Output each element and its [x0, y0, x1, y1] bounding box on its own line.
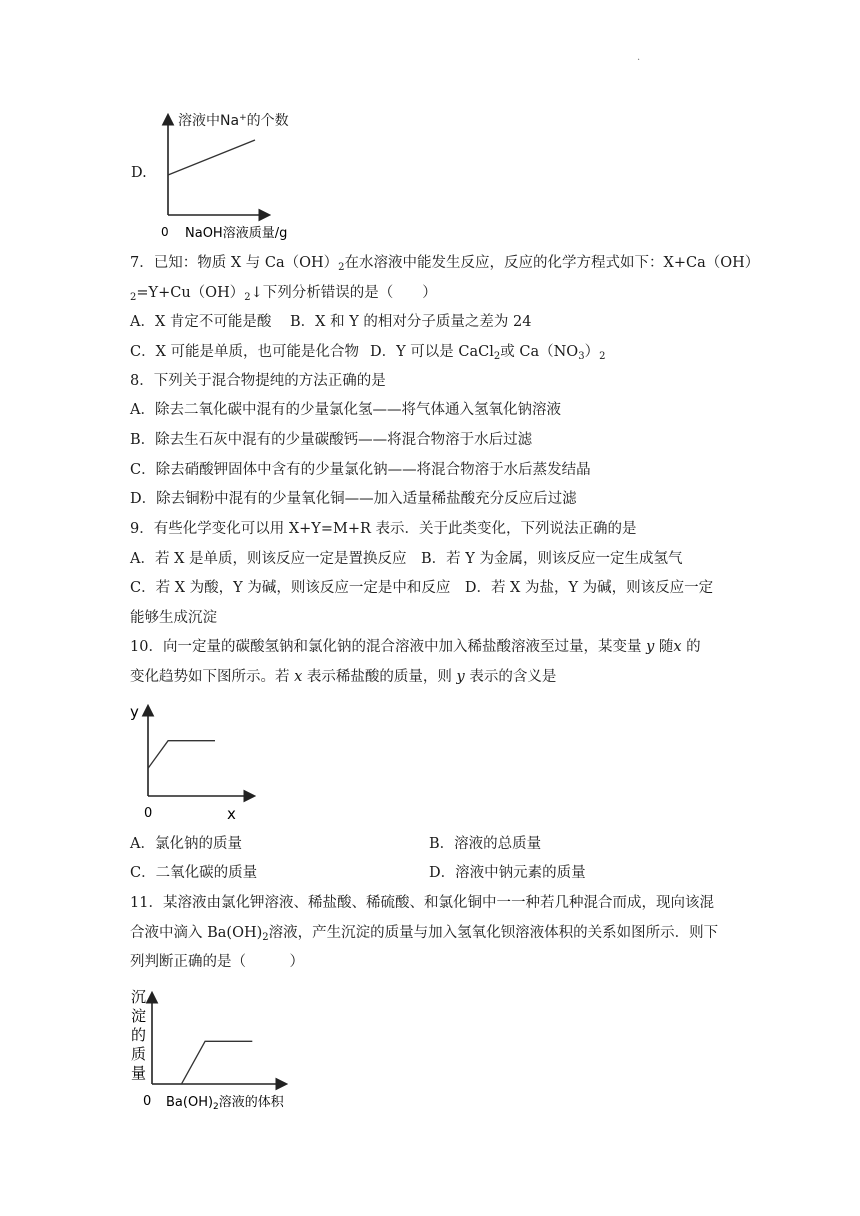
q7-option-b: B．X 和 Y 的相对分子质量之差为 24: [290, 314, 532, 330]
q11-chart: [125, 982, 310, 1117]
q10-option-d: D．溶液中钠元素的质量: [429, 865, 586, 881]
q8-stem: 8．下列关于混合物提纯的方法正确的是: [130, 373, 386, 389]
q11-y-label-char-2: 淀: [131, 1007, 147, 1025]
q10-stem-line1: 10．向一定量的碳酸氢钠和氯化钠的混合溶液中加入稀盐酸溶液至过量，某变量 y 随x 的: [130, 639, 701, 655]
q11-y-label: [131, 988, 146, 1082]
q10-option-c: C．二氧化碳的质量: [130, 865, 258, 881]
q11-data-line: [152, 1041, 252, 1084]
page-mark: .: [637, 52, 641, 63]
q11-origin-label: 0: [143, 1094, 152, 1109]
q9-stem: 9．有些化学变化可以用 X+Y=M+R 表示．关于此类变化，下列说法正确的是: [130, 521, 637, 537]
q6-x-label: NaOH溶液质量/g: [185, 226, 288, 241]
q6-option-d-chart: [155, 108, 315, 243]
q10-chart: [125, 695, 275, 825]
q6-y-label: 溶液中Na+的个数: [178, 113, 289, 129]
q7-stem-line1: 7．已知：物质 X 与 $Ca(OH)_2$在水溶液中能发生反应，反应的化学方程式如下：X+Ca（OH）: [130, 255, 760, 273]
q6-origin-label: 0: [161, 225, 169, 239]
q7-option-c: C．X 可能是单质，也可能是化合物: [130, 344, 360, 360]
q10-option-a: A．氯化钠的质量: [130, 836, 242, 852]
q9-options-ab: A．若 X 是单质，则该反应一定是置换反应 B．若 Y 为金属，则该反应一定生成氢气: [130, 551, 683, 567]
q8-option-a: A．除去二氧化碳中混有的少量氯化氢——将气体通入氢氧化钠溶液: [130, 402, 561, 418]
q10-data-line: [148, 741, 215, 769]
q9-options-cd: C．若 X 为酸，Y 为碱，则该反应一定是中和反应 D．若 X 为盐，Y 为碱，则该反应一定: [130, 580, 714, 596]
q7-option-d: D．Y 可以是 CaCl$_2$或 $Ca(NO_3)_2$: [370, 344, 606, 362]
q9-options-cd-continued: 能够生成沉淀: [130, 610, 217, 626]
q11-x-label: $Ba(OH)_2$溶液的体积: [166, 1095, 284, 1112]
q6-data-line: [168, 140, 255, 175]
q10-stem-line2: 变化趋势如下图所示。若 x 表示稀盐酸的质量，则 y 表示的含义是: [130, 669, 557, 685]
q11-y-label-char-4: 质: [131, 1045, 147, 1063]
q10-option-b: B．溶液的总质量: [429, 836, 542, 852]
q10-y-label: y: [130, 703, 139, 721]
q7-stem-line2: $_2=Y+Cu(OH)_2↓$下列分析错误的是（ ）: [130, 285, 437, 303]
q10-origin-label: 0: [144, 806, 153, 821]
q8-option-c: C．除去硝酸钾固体中含有的少量氯化钠——将混合物溶于水后蒸发结晶: [130, 462, 591, 478]
q11-y-label-char-5: 量: [131, 1064, 147, 1082]
q11-y-label-char-1: 沉: [131, 988, 147, 1006]
q11-stem-line3: 列判断正确的是（ ）: [130, 954, 304, 970]
q8-option-d: D．除去铜粉中混有的少量氧化铜——加入适量稀盐酸充分反应后过滤: [130, 491, 577, 507]
q6-option-d-label: D.: [131, 165, 147, 181]
q10-x-label: x: [227, 805, 236, 823]
q7-option-a: A．X 肯定不可能是酸: [130, 314, 272, 330]
q8-option-b: B．除去生石灰中混有的少量碳酸钙——将混合物溶于水后过滤: [130, 432, 533, 448]
q11-stem-line2: 合液中滴入 $Ba(OH)_2$溶液，产生沉淀的质量与加入氢氧化钡溶液体积的关系如图所示．则下: [130, 925, 719, 943]
q11-stem-line1: 11．某溶液由氯化钾溶液、稀盐酸、稀硫酸、和氯化铜中一一种若几种混合而成，现向该混: [130, 895, 714, 911]
q11-y-label-char-3: 的: [131, 1026, 147, 1044]
